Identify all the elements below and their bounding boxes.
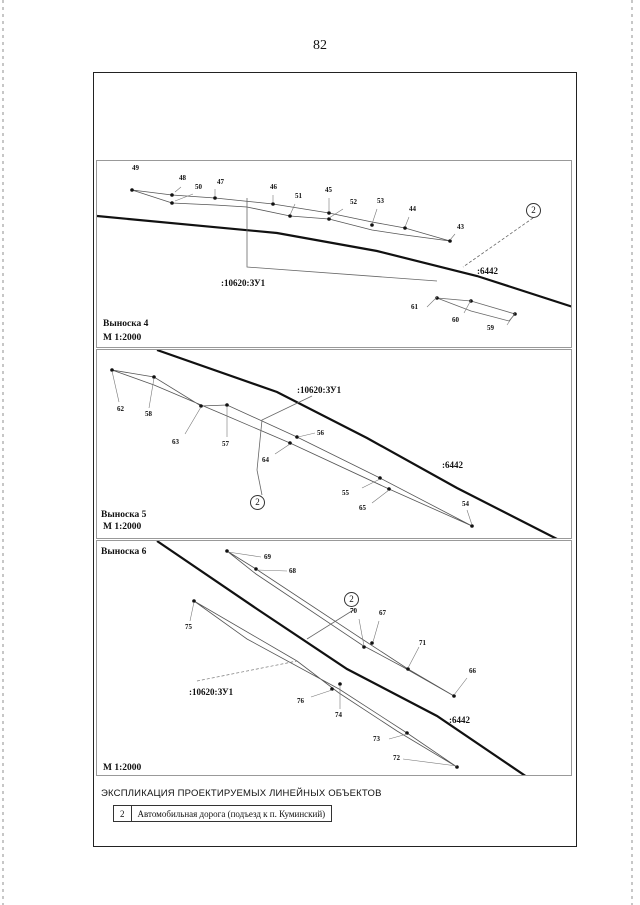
callout-title: Выноска 6 bbox=[101, 547, 147, 557]
point-label-44: 44 bbox=[409, 205, 416, 213]
object-ref-circle: 2 bbox=[526, 203, 541, 218]
callout-title: Выноска 4 bbox=[103, 319, 149, 329]
cadastral-boundary-line bbox=[97, 216, 572, 307]
point-label-76: 76 bbox=[297, 697, 304, 705]
object-ref-leader bbox=[463, 218, 533, 267]
legend-row-number: 2 bbox=[114, 806, 132, 822]
parcel-label: :10620:ЗУ1 bbox=[297, 385, 342, 395]
label-leaders bbox=[175, 187, 515, 325]
point-label-46: 46 bbox=[270, 183, 277, 191]
callout-panel-6 bbox=[96, 540, 572, 776]
point-label-68: 68 bbox=[289, 567, 296, 575]
legend-title: ЭКСПЛИКАЦИЯ ПРОЕКТИРУЕМЫХ ЛИНЕЙНЫХ ОБЪЕКТОВ bbox=[101, 788, 382, 799]
point-label-74: 74 bbox=[335, 711, 342, 719]
point-label-63: 63 bbox=[172, 438, 179, 446]
legend-row bbox=[114, 806, 332, 822]
point-marker-48 bbox=[170, 193, 174, 197]
point-label-73: 73 bbox=[373, 735, 380, 743]
point-label-45: 45 bbox=[325, 186, 332, 194]
parcel-leader bbox=[197, 661, 297, 681]
cadastral-boundary-line bbox=[157, 541, 527, 776]
point-marker-50 bbox=[170, 201, 174, 205]
point-label-52: 52 bbox=[350, 198, 357, 206]
point-marker-49 bbox=[130, 188, 134, 192]
point-label-72: 72 bbox=[393, 754, 400, 762]
legend-row-description: Автомобильная дорога (подъезд к п. Куминский) bbox=[131, 806, 332, 822]
point-label-75: 75 bbox=[185, 623, 192, 631]
point-label-59: 59 bbox=[487, 324, 494, 332]
parcel-polygon-south bbox=[437, 298, 515, 321]
point-label-67: 67 bbox=[379, 609, 386, 617]
point-label-49: 49 bbox=[132, 164, 139, 172]
parcel-polygon-south bbox=[194, 601, 457, 767]
point-label-64: 64 bbox=[262, 456, 269, 464]
point-label-69: 69 bbox=[264, 553, 271, 561]
point-label-61: 61 bbox=[411, 303, 418, 311]
cadastral-label: :6442 bbox=[449, 715, 470, 725]
callout-6-drawing bbox=[97, 541, 572, 776]
scale-label: М 1:2000 bbox=[103, 522, 142, 532]
point-label-71: 71 bbox=[419, 639, 426, 647]
point-label-48: 48 bbox=[179, 174, 186, 182]
point-label-65: 65 bbox=[359, 504, 366, 512]
point-label-56: 56 bbox=[317, 429, 324, 437]
label-leaders bbox=[190, 552, 467, 766]
point-label-62: 62 bbox=[117, 405, 124, 413]
object-ref-leader bbox=[257, 470, 262, 495]
parcel-label: :10620:ЗУ1 bbox=[221, 278, 266, 288]
object-ref-leader bbox=[307, 609, 355, 639]
point-label-57: 57 bbox=[222, 440, 229, 448]
object-ref-circle: 2 bbox=[344, 592, 359, 607]
point-label-70: 70 bbox=[350, 607, 357, 615]
point-label-50: 50 bbox=[195, 183, 202, 191]
point-label-66: 66 bbox=[469, 667, 476, 675]
point-label-54: 54 bbox=[462, 500, 469, 508]
scale-label: М 1:2000 bbox=[103, 763, 142, 773]
point-label-60: 60 bbox=[452, 316, 459, 324]
object-ref-circle: 2 bbox=[250, 495, 265, 510]
point-label-58: 58 bbox=[145, 410, 152, 418]
point-label-55: 55 bbox=[342, 489, 349, 497]
callout-panel-4 bbox=[96, 160, 572, 348]
point-label-51: 51 bbox=[295, 192, 302, 200]
point-label-47: 47 bbox=[217, 178, 224, 186]
scale-label: М 1:2000 bbox=[103, 333, 142, 343]
cadastral-label: :6442 bbox=[477, 266, 498, 276]
point-label-53: 53 bbox=[377, 197, 384, 205]
legend-table bbox=[113, 805, 332, 822]
page-number: 82 bbox=[313, 38, 327, 53]
cadastral-label: :6442 bbox=[442, 460, 463, 470]
scan-edge-left bbox=[2, 0, 4, 905]
parcel-polygon bbox=[112, 370, 472, 526]
callout-title: Выноска 5 bbox=[101, 510, 147, 520]
scan-edge-right bbox=[631, 0, 633, 905]
parcel-label: :10620:ЗУ1 bbox=[189, 687, 234, 697]
callout-4-drawing bbox=[97, 161, 572, 348]
callout-5-drawing bbox=[97, 350, 572, 539]
point-label-43: 43 bbox=[457, 223, 464, 231]
callout-panel-5 bbox=[96, 349, 572, 539]
parcel-polygon-north bbox=[227, 551, 454, 696]
cadastral-boundary-line bbox=[157, 350, 559, 539]
